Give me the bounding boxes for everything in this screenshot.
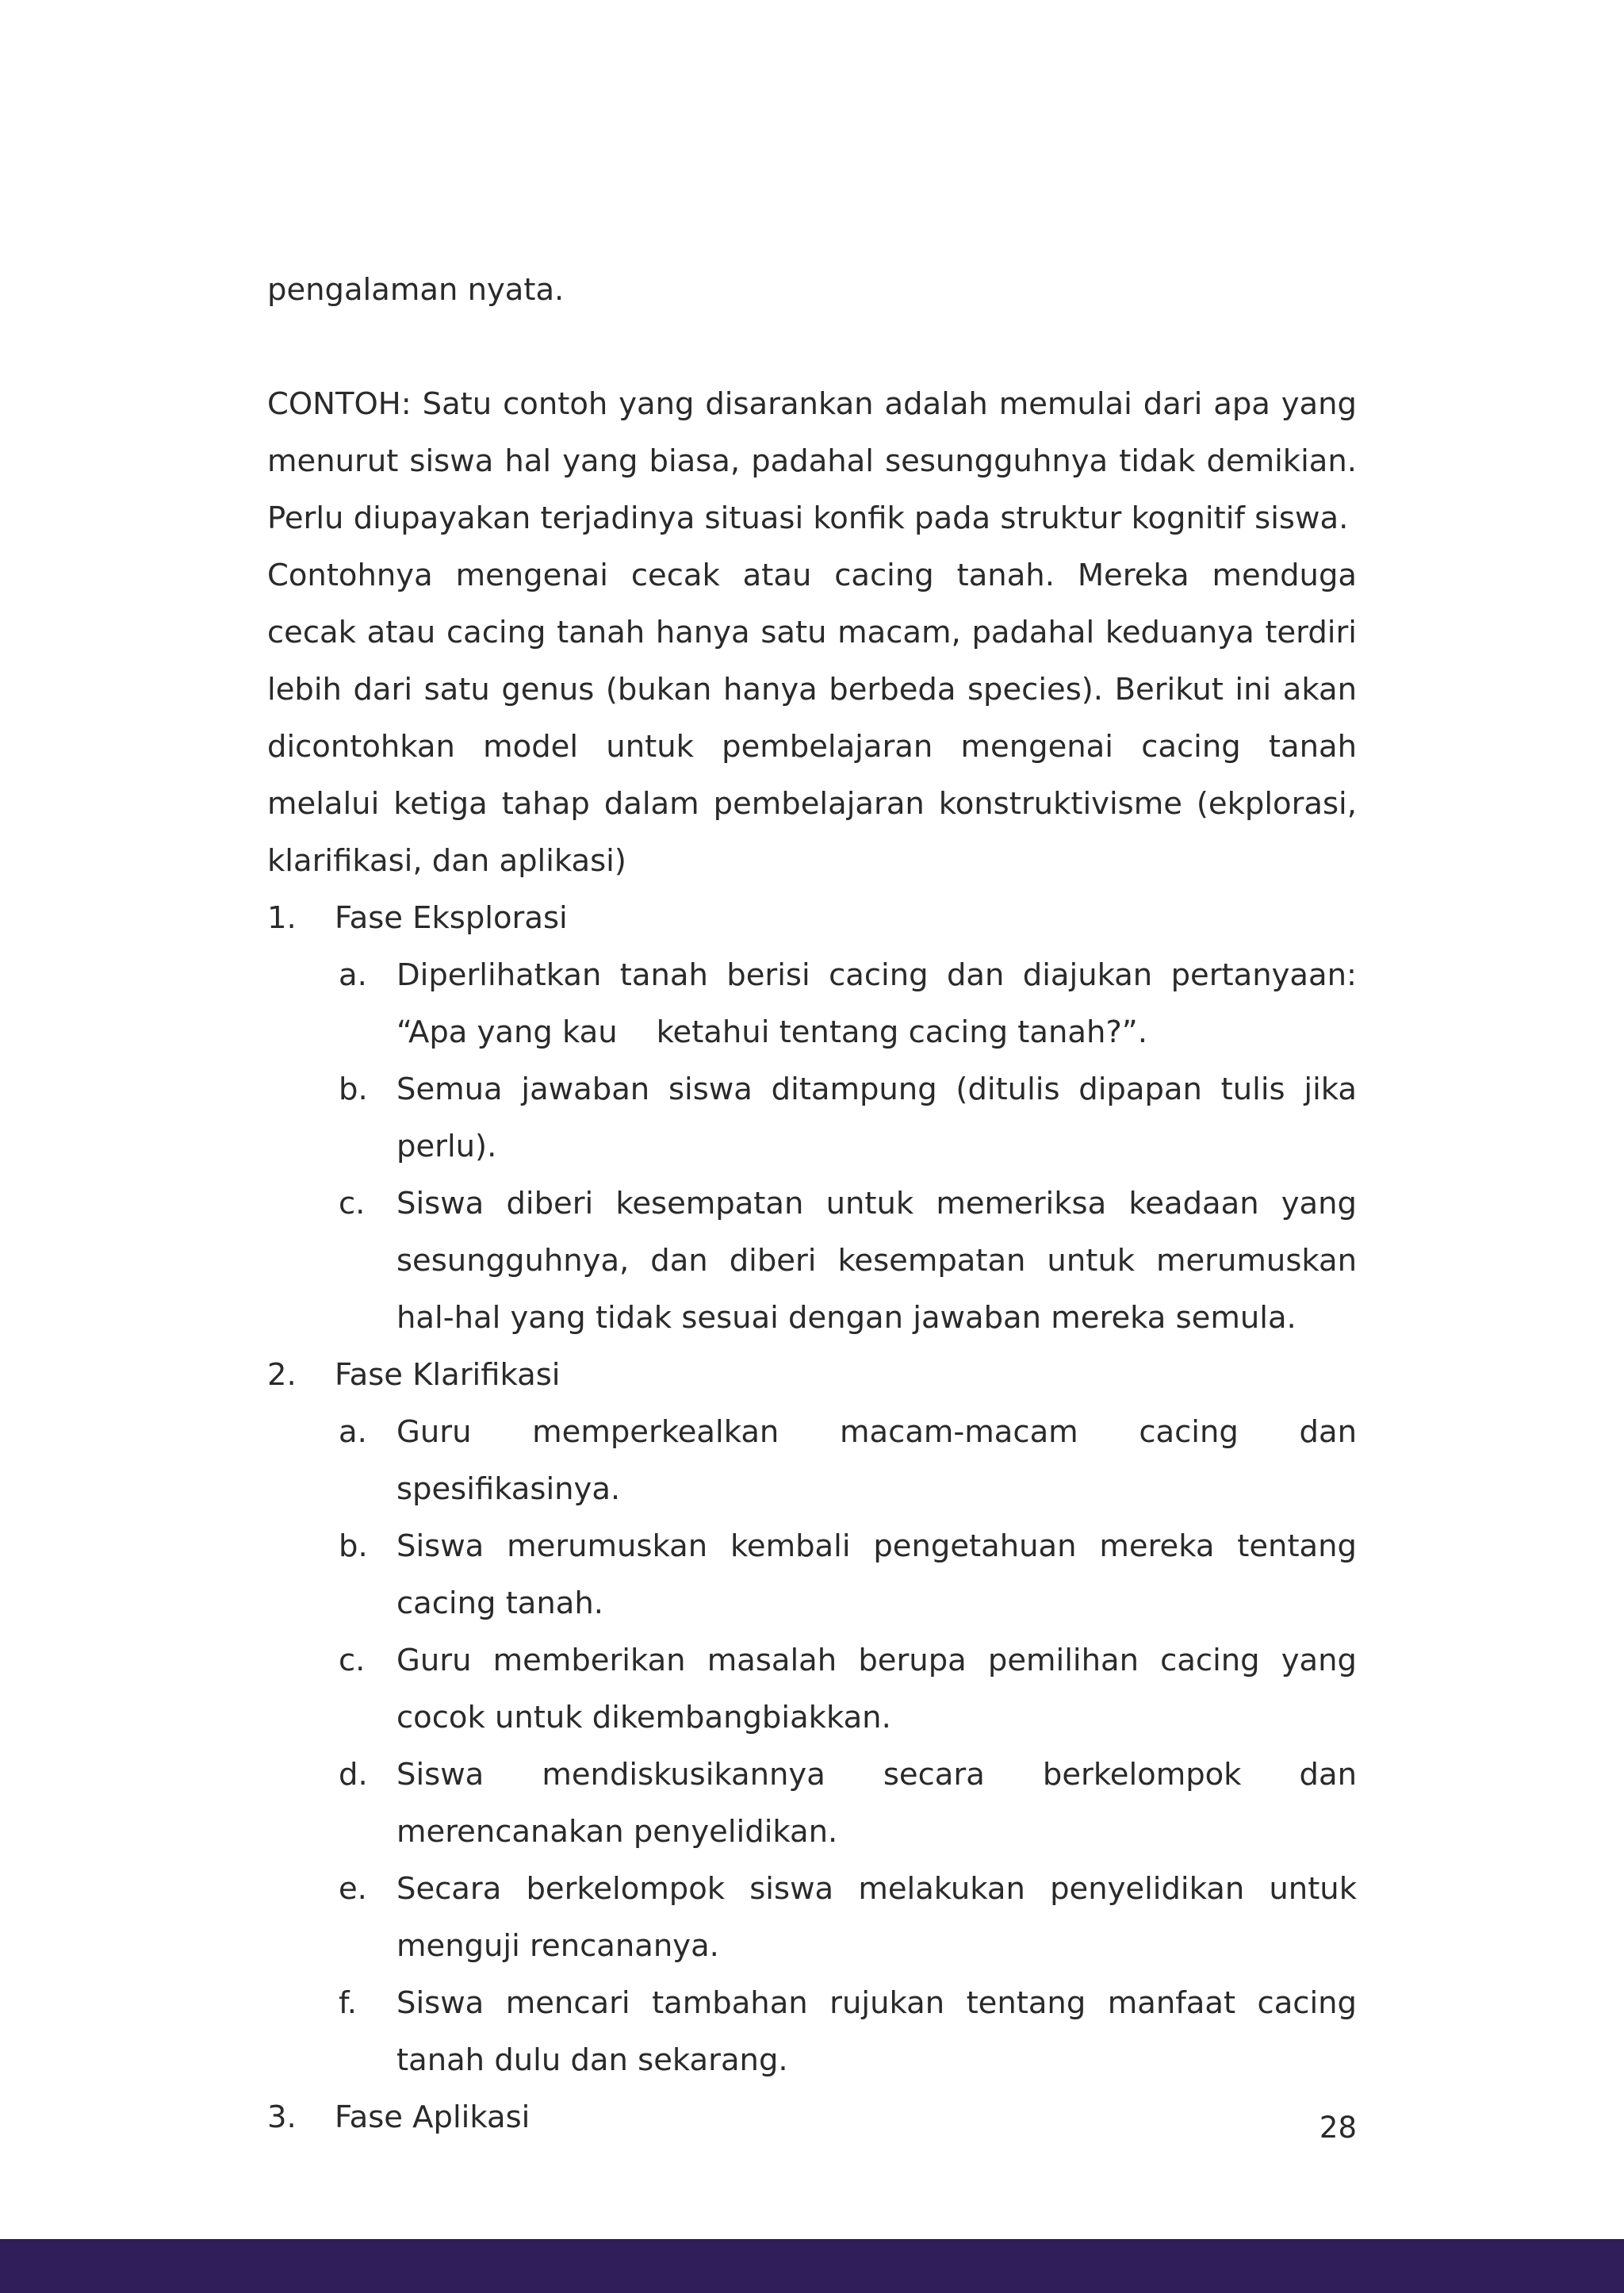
phase-number: 2.	[267, 1357, 297, 1393]
list-item-text: Siswa merumuskan kembali pengetahuan mereka tentang cacing tanah.	[396, 1528, 1357, 1621]
example-paragraph: CONTOH: Satu contoh yang disarankan adalah memulai dari apa yang menurut siswa hal yang biasa, padahal sesungguhnya tidak demikian. Perlu diupayakan terjadinya situasi konfik pada struktur kognitif siswa.	[267, 386, 1357, 536]
phase-title: Fase Aplikasi	[335, 2099, 530, 2135]
phase-title: Fase Eksplorasi	[335, 900, 568, 936]
list-item-text: Guru memperkealkan macam-macam cacing dan spesifikasinya.	[396, 1414, 1357, 1507]
phase-heading	[267, 1347, 1357, 1404]
list-letter: c.	[339, 1186, 366, 1221]
list-letter: b.	[339, 1528, 368, 1564]
list-item	[339, 1975, 1357, 2089]
phase-number: 1.	[267, 900, 297, 936]
list-item	[339, 1061, 1357, 1175]
list-letter: c.	[339, 1643, 366, 1678]
list-item-text: Secara berkelompok siswa melakukan penyelidikan untuk menguji rencananya.	[396, 1871, 1357, 1964]
list-letter: d.	[339, 1757, 368, 1793]
continuation-text: pengalaman nyata.	[267, 272, 565, 308]
paragraph-spacer	[267, 319, 1357, 376]
list-letter: b.	[339, 1072, 368, 1107]
list-item-text: Diperlihatkan tanah berisi cacing dan diajukan pertanyaan: “Apa yang kau ketahui tentang cacing tanah?”.	[396, 957, 1367, 1050]
list-item-text: Siswa diberi kesempatan untuk memeriksa keadaan yang sesungguhnya, dan diberi kesempatan untuk merumuskan hal-hal yang tidak sesuai dengan jawaban mereka semula.	[396, 1186, 1357, 1336]
list-item	[339, 1404, 1357, 1518]
phase-heading	[267, 890, 1357, 947]
list-letter: f.	[339, 1985, 357, 2021]
example-continuation-paragraph: Contohnya mengenai cecak atau cacing tanah. Mereka menduga cecak atau cacing tanah hanya satu macam, padahal keduanya terdiri lebih dari satu genus (bukan hanya berbeda species). Berikut ini akan dicontohkan model untuk pembelajaran mengenai cacing tanah melalui ketiga tahap dalam pembelajaran konstruktivisme (ekplorasi, klarifikasi, dan aplikasi)	[267, 558, 1357, 879]
footer-bar	[0, 2239, 1624, 2293]
list-item	[339, 1861, 1357, 1975]
page-number: 28	[1319, 2111, 1357, 2145]
list-item	[339, 1175, 1357, 1347]
page-body	[267, 262, 1367, 2146]
list-item	[339, 1518, 1357, 1632]
phase-number: 3.	[267, 2099, 297, 2135]
list-item	[339, 947, 1367, 1061]
list-letter: a.	[339, 1414, 367, 1450]
list-item-text: Siswa mencari tambahan rujukan tentang manfaat cacing tanah dulu dan sekarang.	[396, 1985, 1357, 2078]
phase-heading	[267, 2089, 1357, 2146]
list-item	[339, 1632, 1357, 1747]
list-item-text: Semua jawaban siswa ditampung (ditulis dipapan tulis jika perlu).	[396, 1072, 1357, 1164]
phase-title: Fase Klarifikasi	[335, 1357, 561, 1393]
list-item-text: Siswa mendiskusikannya secara berkelompok dan merencanakan penyelidikan.	[396, 1757, 1357, 1850]
list-letter: e.	[339, 1871, 367, 1907]
list-item-text: Guru memberikan masalah berupa pemilihan cacing yang cocok untuk dikembangbiakkan.	[396, 1643, 1357, 1735]
list-letter: a.	[339, 957, 367, 993]
list-item	[339, 1747, 1357, 1861]
